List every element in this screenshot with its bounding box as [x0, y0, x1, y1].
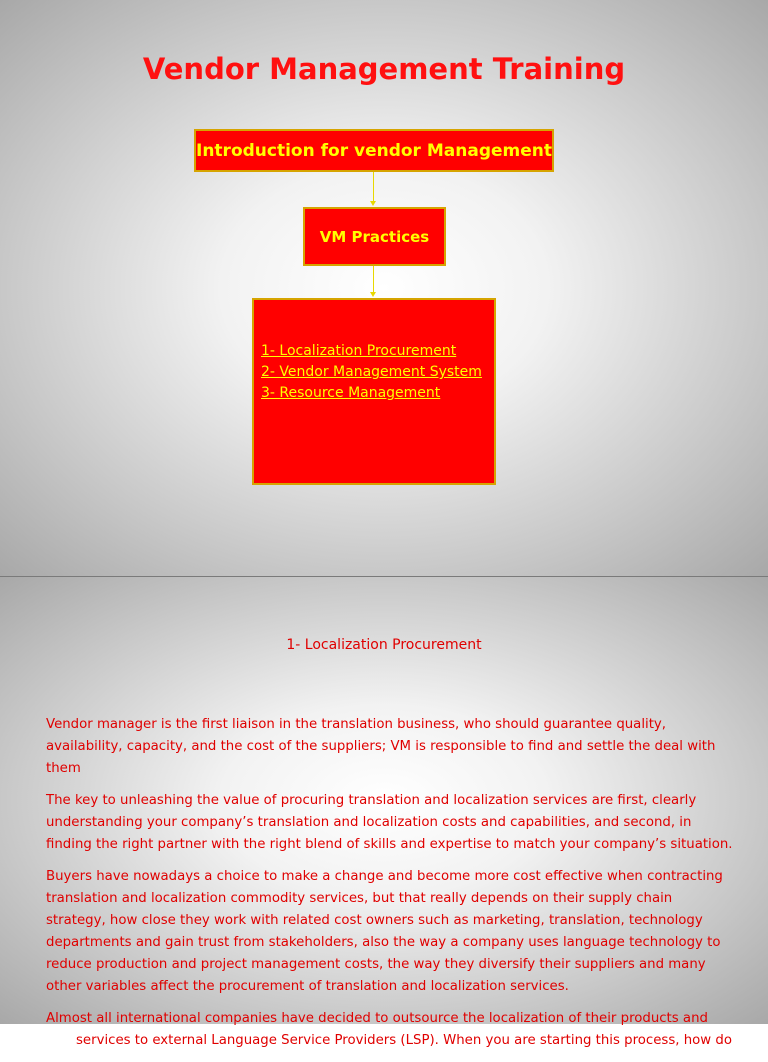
paragraph: The key to unleashing the value of procuring translation and localization services are first, clearly understanding your company’s translation and localization costs and capabilities, and second, in finding the right partner with the right blend of skills and expertise to match your company’s situation.	[46, 793, 733, 852]
paragraph: Almost all international companies have decided to outsource the localization of their products and services to external Language Service Providers (LSP). When you are starting this process, how do	[46, 1011, 732, 1048]
intro-box: Introduction for vendor Management	[194, 129, 554, 172]
body-text	[46, 714, 736, 1062]
slide-2	[0, 577, 768, 1048]
arrowhead	[370, 201, 376, 206]
section-heading: 1- Localization Procurement	[286, 637, 482, 653]
link-localization-procurement[interactable]: 1- Localization Procurement	[261, 343, 457, 359]
link-resource-management[interactable]: 3- Resource Management	[261, 385, 441, 401]
connector-arrow	[373, 266, 374, 293]
paragraph: Vendor manager is the first liaison in the translation business, who should guarantee quality, availability, capacity, and the cost of the suppliers; VM is responsible to find and settle the deal with them	[46, 717, 716, 776]
practices-link-list	[261, 341, 482, 404]
connector-arrow	[373, 172, 374, 202]
paragraph: Buyers have nowadays a choice to make a change and become more cost effective when contracting translation and localization commodity services, but that really depends on their supply chain strategy, how close they work with related cost owners such as marketing, translation, technology departments and gain trust from stakeholders, also the way a company uses language technology to reduce production and project management costs, the way they diversify their suppliers and many other variables affect the procurement of translation and localization services.	[46, 869, 723, 994]
arrowhead	[370, 292, 376, 297]
practices-list-box	[252, 298, 496, 485]
link-vendor-management-system[interactable]: 2- Vendor Management System	[261, 364, 482, 380]
slide-title: Vendor Management Training	[142, 52, 626, 86]
vm-practices-box: VM Practices	[303, 207, 446, 266]
